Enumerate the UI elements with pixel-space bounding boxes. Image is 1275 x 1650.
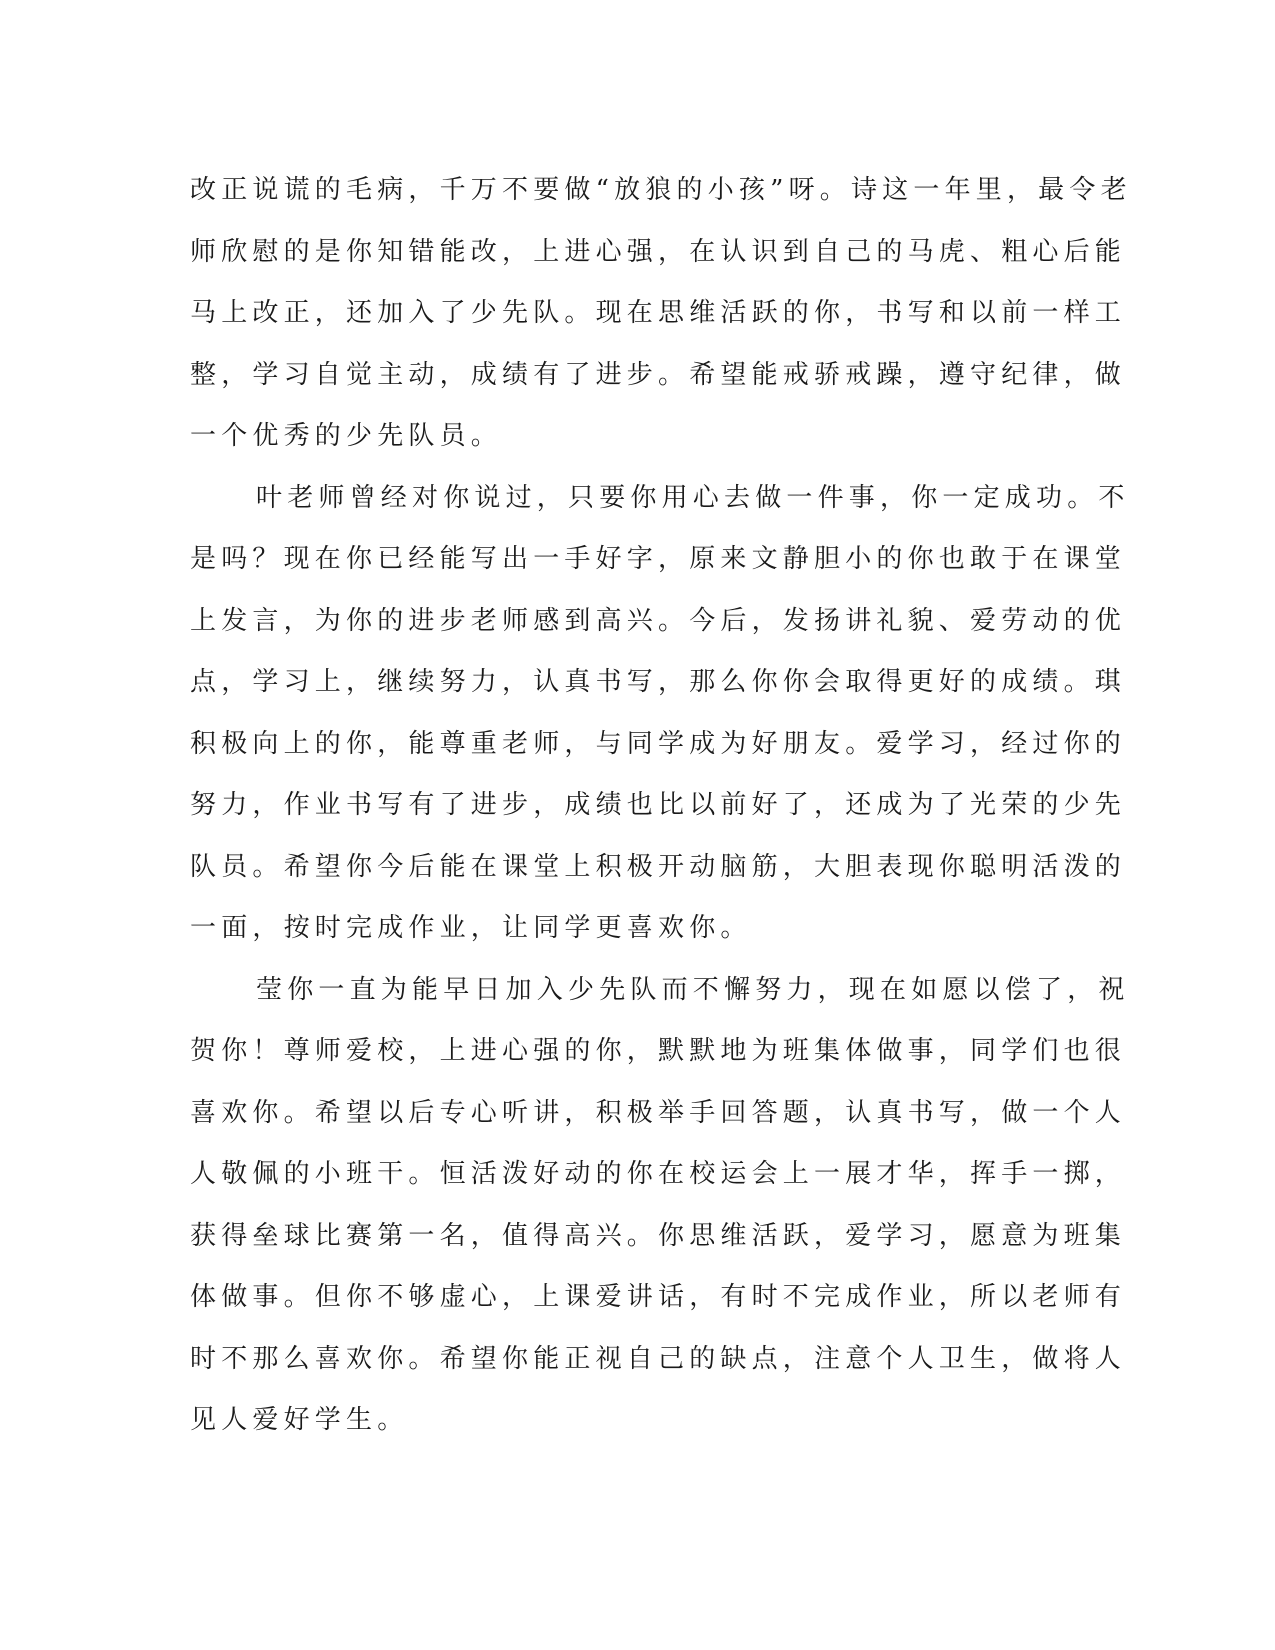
text-line: 上发言，为你的进步老师感到高兴。今后，发扬讲礼貌、爱劳动的优: [190, 605, 1127, 636]
text-line: 体做事。但你不够虚心，上课爱讲话，有时不完成作业，所以老师有: [190, 1282, 1127, 1312]
paragraph-first-line: 叶老师曾经对你说过，只要你用心去做一件事，你一定成功。不: [256, 482, 1130, 513]
text-line: 贺你！尊师爱校，上进心强的你，默默地为班集体做事，同学们也很: [190, 1036, 1127, 1066]
text-line: 改正说谎的毛病，千万不要做“放狼的小孩”呀。诗这一年里，最令老: [190, 175, 1132, 205]
text-line: 努力，作业书写有了进步，成绩也比以前好了，还成为了光荣的少先: [190, 790, 1127, 820]
text-line: 师欣慰的是你知错能改，上进心强，在认识到自己的马虎、粗心后能: [190, 236, 1127, 267]
text-line: 获得垒球比赛第一名，值得高兴。你思维活跃，爱学习，愿意为班集: [190, 1220, 1127, 1251]
text-line: 一面，按时完成作业，让同学更喜欢你。: [190, 913, 752, 943]
text-line: 队员。希望你今后能在课堂上积极开动脑筋，大胆表现你聪明活泼的: [190, 851, 1127, 882]
text-line: 积极向上的你，能尊重老师，与同学成为好朋友。爱学习，经过你的: [190, 728, 1127, 759]
document-body: [190, 160, 1132, 1452]
text-line: 喜欢你。希望以后专心听讲，积极举手回答题，认真书写，做一个人: [190, 1097, 1127, 1128]
text-line: 马上改正，还加入了少先队。现在思维活跃的你，书写和以前一样工: [190, 298, 1127, 328]
text-line: 一个优秀的少先队员。: [190, 421, 503, 451]
text-line: 人敬佩的小班干。恒活泼好动的你在校运会上一展才华，挥手一掷，: [190, 1159, 1127, 1189]
text-line: 时不那么喜欢你。希望你能正视自己的缺点，注意个人卫生，做将人: [190, 1343, 1127, 1374]
text-line: 点，学习上，继续努力，认真书写，那么你你会取得更好的成绩。琪: [190, 667, 1127, 697]
text-line: 见人爱好学生。: [190, 1405, 409, 1435]
paragraph-first-line: 莹你一直为能早日加入少先队而不懈努力，现在如愿以偿了，祝: [256, 974, 1130, 1005]
text-line: 整，学习自觉主动，成绩有了进步。希望能戒骄戒躁，遵守纪律，做: [190, 359, 1127, 390]
text-line: 是吗？现在你已经能写出一手好字，原来文静胆小的你也敢于在课堂: [190, 544, 1127, 574]
